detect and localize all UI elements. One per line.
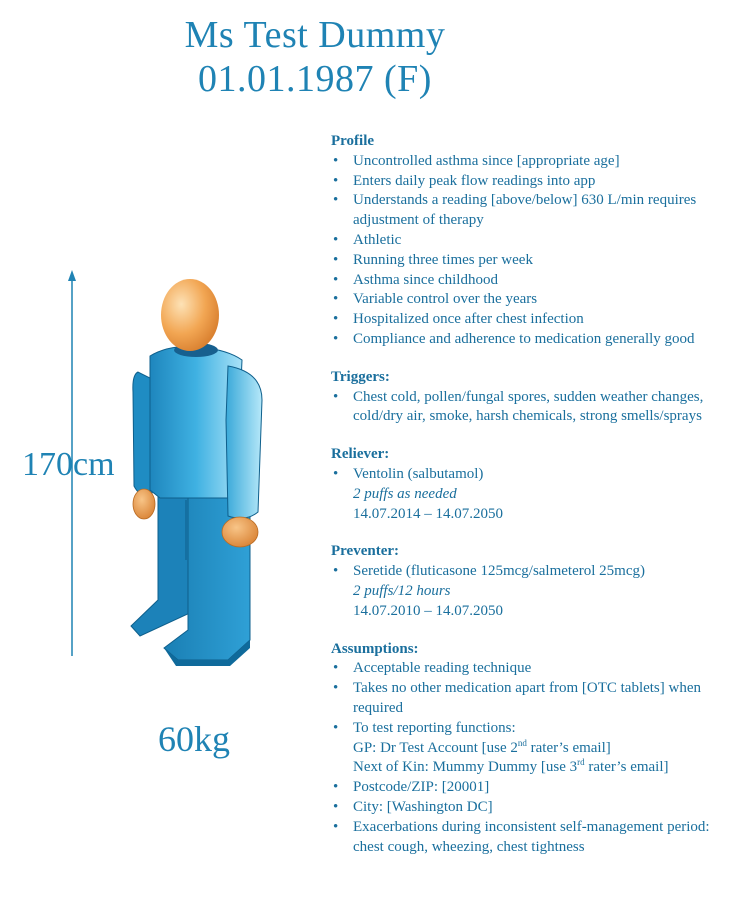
triggers-heading: Triggers: bbox=[331, 368, 390, 385]
reliever-item bbox=[331, 465, 731, 524]
gp-sup: nd bbox=[517, 737, 527, 748]
profile-item: • Uncontrolled asthma since [appropriate age] bbox=[331, 152, 731, 172]
height-label: 170cm bbox=[22, 446, 115, 483]
assumption-postcode: • Postcode/ZIP: [20001] bbox=[331, 778, 731, 798]
assumption-medication: • Takes no other medication apart from [OTC tablets] when required bbox=[331, 679, 731, 719]
reliever-dates: 14.07.2014 – 14.07.2050 bbox=[353, 505, 503, 522]
trigger-item: • Chest cold, pollen/fungal spores, sudden weather changes, cold/dry air, smoke, harsh chemicals, strong smells/sprays bbox=[331, 388, 731, 428]
profile-item: • Enters daily peak flow readings into app bbox=[331, 172, 731, 192]
profile-item: • Variable control over the years bbox=[331, 290, 731, 310]
reliever-drug: • Ventolin (salbutamol) bbox=[353, 465, 484, 482]
assumption-reporting bbox=[331, 719, 731, 778]
assumption-city: • City: [Washington DC] bbox=[331, 798, 731, 818]
triggers-section bbox=[331, 368, 731, 427]
preventer-heading: Preventer: bbox=[331, 543, 400, 560]
profile-item: • Hospitalized once after chest infection bbox=[331, 310, 731, 330]
kin-sup: rd bbox=[577, 757, 585, 768]
preventer-dose: 2 puffs/12 hours bbox=[353, 582, 451, 599]
patient-info bbox=[331, 132, 731, 875]
preventer-dates: 14.07.2010 – 14.07.2050 bbox=[353, 602, 503, 619]
kin-suffix: rater’s email] bbox=[584, 759, 669, 776]
profile-item: • Running three times per week bbox=[331, 251, 731, 271]
preventer-item bbox=[331, 562, 731, 621]
profile-heading: Profile bbox=[331, 133, 375, 149]
patient-dob-sex: 01.01.1987 (F) bbox=[198, 58, 432, 100]
weight-label: 60kg bbox=[158, 719, 230, 759]
reliever-heading: Reliever: bbox=[331, 446, 390, 463]
assumptions-heading: Assumptions: bbox=[331, 640, 419, 657]
profile-item: • Asthma since childhood bbox=[331, 271, 731, 291]
gp-prefix: GP: Dr Test Account [use 2 bbox=[353, 739, 518, 756]
patient-name: Ms Test Dummy bbox=[184, 14, 446, 56]
gp-suffix: rater’s email] bbox=[526, 739, 611, 756]
kin-contact bbox=[353, 758, 731, 778]
profile-item: • Understands a reading [above/below] 630 L/min requires adjustment of therapy bbox=[331, 191, 731, 231]
kin-prefix: Next of Kin: Mummy Dummy [use 3 bbox=[353, 759, 578, 776]
assumption-technique: • Acceptable reading technique bbox=[331, 659, 731, 679]
assumptions-section bbox=[331, 640, 731, 858]
preventer-section bbox=[331, 542, 731, 621]
reporting-label: • To test reporting functions: bbox=[353, 719, 516, 736]
preventer-drug: • Seretide (fluticasone 125mcg/salmeterol 25mcg) bbox=[353, 563, 645, 580]
profile-item: • Athletic bbox=[331, 231, 731, 251]
reliever-dose: 2 puffs as needed bbox=[353, 485, 457, 502]
reliever-section bbox=[331, 445, 731, 524]
profile-section bbox=[331, 132, 731, 350]
assumption-exacerbations: • Exacerbations during inconsistent self-management period: chest cough, wheezing, chest tightness bbox=[331, 818, 731, 858]
gp-contact bbox=[353, 739, 731, 759]
profile-item: • Compliance and adherence to medication generally good bbox=[331, 330, 731, 350]
